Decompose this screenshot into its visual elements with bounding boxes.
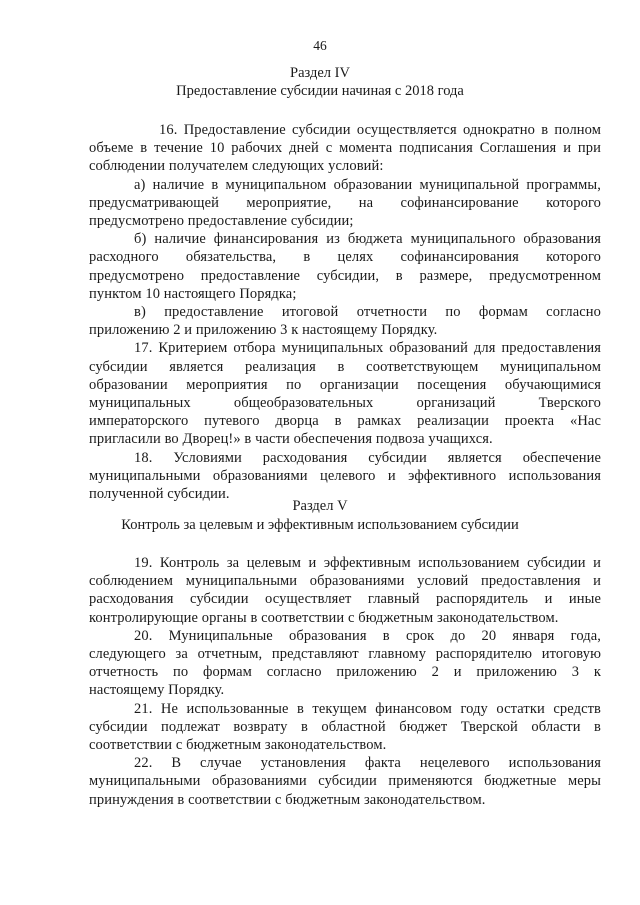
text-line: настоящему Порядку.	[89, 682, 225, 699]
text-line: 21. Не использованные в текущем финансовом году остатки средств	[134, 700, 601, 717]
text-line: расходования субсидии осуществляет главный распорядитель и иные	[89, 591, 601, 608]
text-line: объеме в течение 10 рабочих дней с момента подписания Соглашения и при	[89, 140, 601, 157]
text-line: предусмотрено предоставление субсидии;	[89, 213, 354, 230]
text-line: муниципальных общеобразовательных организаций Тверского	[89, 395, 601, 412]
text-line: расходного обязательства, в целях софинансирования которого	[89, 249, 601, 266]
text-line: муниципальными образованиями субсидии применяются бюджетные меры	[89, 773, 601, 790]
text-line: принуждения в соответствии с бюджетным законодательством.	[89, 791, 486, 808]
text-line: 20. Муниципальные образования в срок до 20 января года,	[134, 627, 601, 644]
page-number: 46	[313, 38, 327, 53]
text-line: предусматривающей мероприятие, на софинансирование которого	[89, 194, 601, 211]
section-4-body	[89, 121, 601, 503]
text-line: пунктом 10 настоящего Порядка;	[89, 285, 297, 302]
section-5-body	[89, 554, 601, 809]
text-line: контролирующие органы в соответствии с бюджетным законодательством.	[89, 609, 559, 626]
text-line: а) наличие в муниципальном образовании муниципальной программы,	[134, 176, 601, 193]
text-line: субсидии является реализация в соответствующем муниципальном	[89, 358, 601, 375]
text-line: императорского путевого дворца в рамках реализации проекта «Нас	[89, 413, 601, 430]
text-line: предусмотрено предоставление субсидии, в размере, предусмотренном	[89, 267, 601, 284]
text-line: соблюдении получателем следующих условий:	[89, 158, 384, 175]
text-line: 18. Условиями расходования субсидии является обеспечение	[134, 449, 601, 466]
section-5-title: Контроль за целевым и эффективным использованием субсидии	[121, 517, 519, 533]
section-4-label: Раздел IV	[290, 65, 350, 81]
text-line: образовании мероприятия по организации посещения обучающимися	[89, 376, 601, 393]
text-line: соответствии с бюджетным законодательством.	[89, 737, 387, 754]
text-line: субсидии подлежат возврату в областной бюджет Тверской области в	[89, 718, 601, 735]
text-line: 19. Контроль за целевым и эффективным использованием субсидии и	[134, 555, 601, 571]
section-5-label: Раздел V	[292, 498, 348, 514]
text-line: приложению 2 и приложению 3 к настоящему Порядку.	[89, 322, 438, 339]
section-4-title: Предоставление субсидии начиная с 2018 года	[176, 83, 464, 99]
text-line: соблюдением муниципальными образованиями условий предоставления и	[89, 573, 601, 590]
text-line: в) предоставление итоговой отчетности по формам согласно	[134, 304, 601, 321]
text-line: муниципальными образованиями целевого и эффективного использования	[89, 467, 601, 484]
text-line: 16. Предоставление субсидии осуществляется однократно в полном	[159, 122, 601, 138]
text-line: полученной субсидии.	[89, 486, 230, 503]
text-line: б) наличие финансирования из бюджета муниципального образования	[134, 231, 601, 248]
text-line: 22. В случае установления факта нецелевого использования	[134, 755, 601, 772]
text-line: следующего за отчетным, представляют главному распорядителю итоговую	[89, 646, 601, 663]
text-line: пригласили во Дворец!» в части обеспечения подвоза учащихся.	[89, 431, 493, 448]
text-line: отчетность по формам согласно приложению 2 и приложению 3 к	[89, 664, 601, 681]
text-line: 17. Критерием отбора муниципальных образований для предоставления	[134, 340, 601, 357]
